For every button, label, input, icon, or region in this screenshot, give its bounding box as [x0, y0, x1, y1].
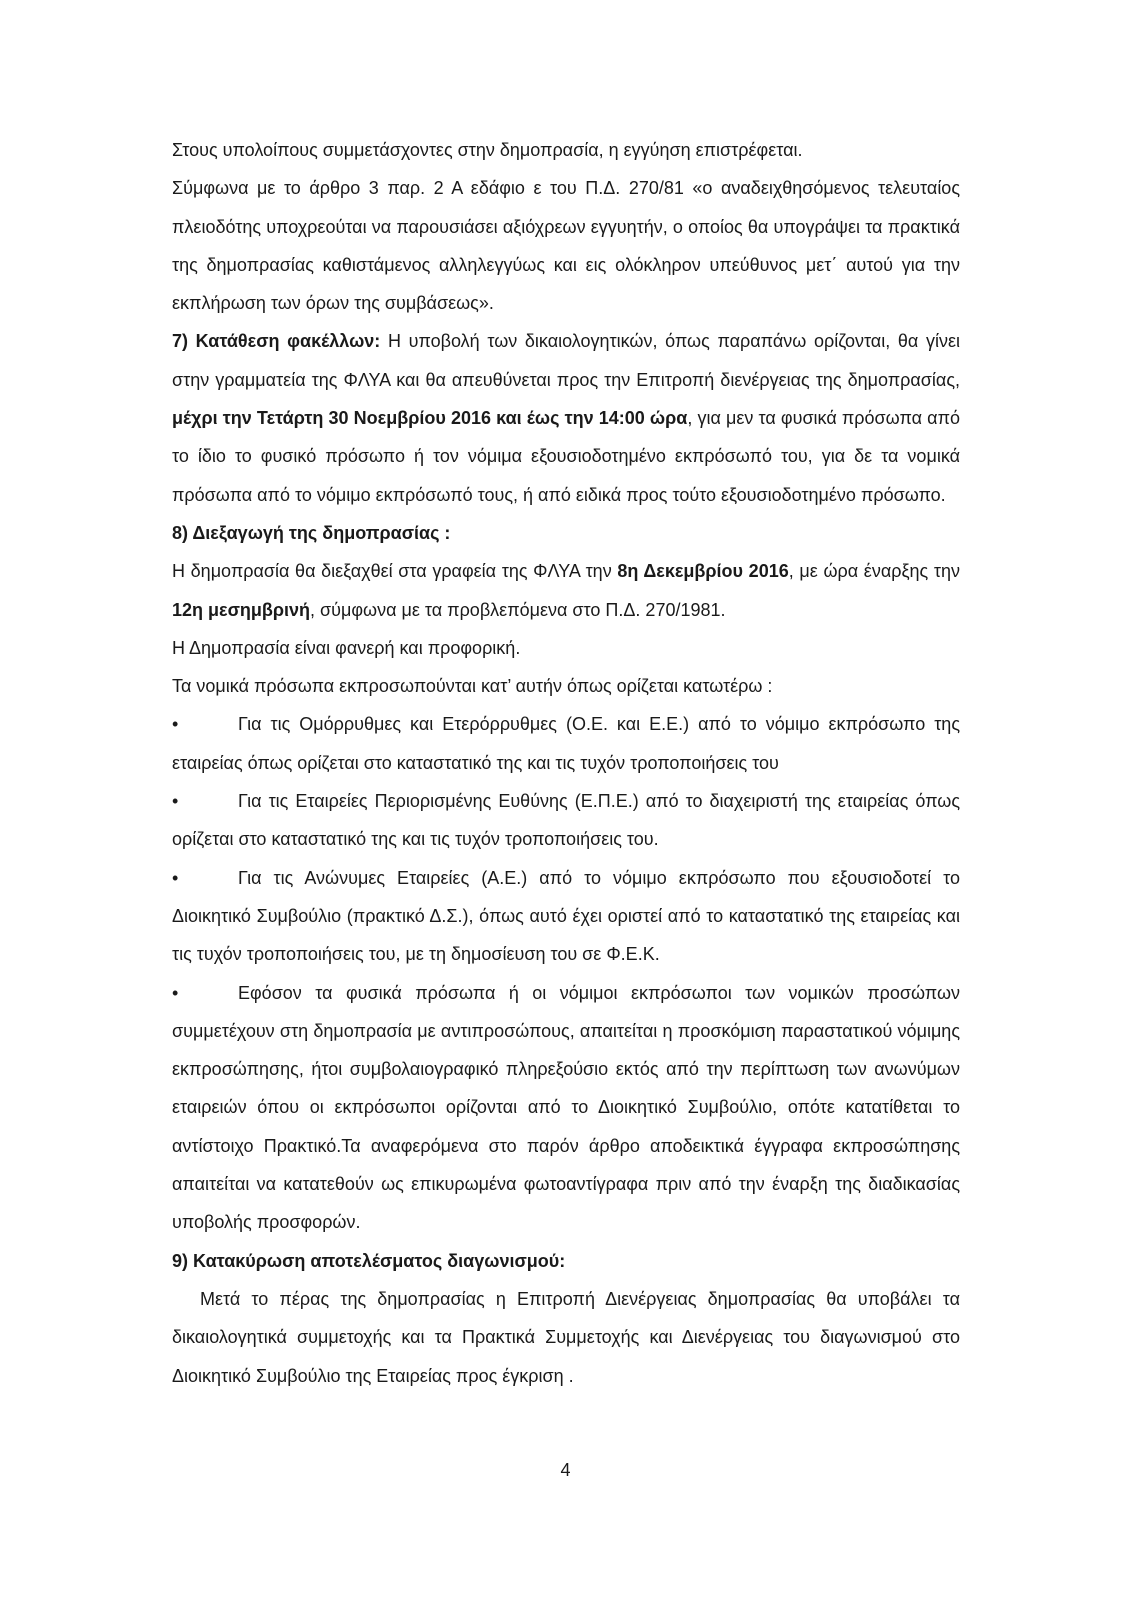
section-8-heading: 8) Διεξαγωγή της δημοπρασίας : [172, 522, 451, 543]
section-7-text-1: Η υποβολή των δικαιολογητικών, όπως παραπάνω ορίζονται, θα γίνει στην γραμματεία της ΦΛΥΑ και θα απευθύνεται προς την Επιτροπή διενέργειας της δημοπρασίας, [172, 331, 960, 390]
section-8-auction-details: Η δημοπρασία θα διεξαχθεί στα γραφεία της ΦΛΥΑ την 8η Δεκεμβρίου 2016, με ώρα έναρξης την 12η μεσημβρινή, σύμφωνα με τα προβλεπόμενα στο Π.Δ. 270/1981. [172, 561, 960, 620]
section-7-heading: 7) Κατάθεση φακέλλων: [172, 331, 381, 352]
section-8-time: 12η μεσημβρινή [172, 599, 311, 620]
bullet-text: Για τις Ομόρρυθμες και Ετερόρρυθμες (Ο.Ε. και Ε.Ε.) από το νόμιμο εκπρόσωπο της εταιρείας όπως ορίζεται στο καταστατικό της και τις τυχόν τροποποιήσεις του [172, 714, 960, 773]
section-7-paragraph [172, 322, 960, 513]
bullet-marker: • [172, 714, 179, 735]
paragraph-guarantee-return: Στους υπολοίπους συμμετάσχοντες στην δημοπρασία, η εγγύηση επιστρέφεται. [172, 140, 803, 160]
bullet-text: Για τις Εταιρείες Περιορισμένης Ευθύνης (Ε.Π.Ε.) από το διαχειριστή της εταιρείας όπως ορίζεται στο καταστατικό της και τις τυχόν τροποποιήσεις του. [172, 791, 960, 850]
section-7-text-2: , για μεν τα φυσικά πρόσωπα από το ίδιο το φυσικό πρόσωπο ή τον νόμιμα εξουσιοδοτημένο εκπρόσωπό του, για δε τα νομικά πρόσωπα από το νόμιμο εκπρόσωπό τους, ή από ειδικά προς τούτο εξουσιοδοτημένο πρόσωπο. [172, 408, 960, 505]
bullet-item [172, 859, 960, 974]
section-7-deadline: μέχρι την Τετάρτη 30 Νοεμβρίου 2016 και έως την 14:00 ώρα [172, 408, 688, 429]
section-8-date: 8η Δεκεμβρίου 2016 [617, 561, 789, 582]
bullet-marker: • [172, 867, 179, 888]
bullet-item [172, 974, 960, 1242]
section-9-heading: 9) Κατακύρωση αποτελέσματος διαγωνισμού: [172, 1250, 566, 1271]
bullet-item [172, 782, 960, 859]
section-8-legal-entities-intro: Τα νομικά πρόσωπα εκπροσωπούνται κατ’ αυτήν όπως ορίζεται κατωτέρω : [172, 676, 773, 697]
bullet-text: Για τις Ανώνυμες Εταιρείες (Α.Ε.) από το νόμιμο εκπρόσωπο που εξουσιοδοτεί το Διοικητικό Συμβούλιο (πρακτικό Δ.Σ.), όπως αυτό έχει οριστεί από το καταστατικό της εταιρείας και τις τυχόν τροποποιήσεις του, με τη δημοσίευση του σε Φ.Ε.Κ. [172, 867, 960, 965]
page-number: 4 [560, 1460, 571, 1480]
bullet-marker: • [172, 982, 179, 1003]
bullet-item [172, 705, 960, 782]
document-body [172, 131, 960, 1395]
section-8-open-auction: Η Δημοπρασία είναι φανερή και προφορική. [172, 637, 521, 658]
section-9-text: Μετά το πέρας της δημοπρασίας η Επιτροπή Διενέργειας δημοπρασίας θα υποβάλει τα δικαιολογητικά συμμετοχής και τα Πρακτικά Συμμετοχής και Διενέργειας του διαγωνισμού στο Διοικητικό Συμβούλιο της Εταιρείας προς έγκριση . [172, 1288, 960, 1386]
paragraph-guarantor-article: Σύμφωνα με το άρθρο 3 παρ. 2 Α εδάφιο ε του Π.Δ. 270/81 «ο αναδειχθησόμενος τελευταίος πλειοδότης υποχρεούται να παρουσιάσει αξιόχρεων εγγυητήν, ο οποίος θα υπογράψει τα πρακτικά της δημοπρασίας καθιστάμενος αλληλεγγύως και εις ολόκληρον υπεύθυνος μετ΄ αυτού για την εκπλήρωση των όρων της συμβάσεως». [172, 178, 960, 314]
bullet-marker: • [172, 791, 179, 812]
bullet-text: Εφόσον τα φυσικά πρόσωπα ή οι νόμιμοι εκπρόσωποι των νομικών προσώπων συμμετέχουν στη δημοπρασία με αντιπροσώπους, απαιτείται η προσκόμιση παραστατικού νόμιμης εκπροσώπησης, ήτοι συμβολαιογραφικό πληρεξούσιο εκτός από την περίπτωση των ανωνύμων εταιρειών όπου οι εκπρόσωποι ορίζονται από το Διοικητικό Συμβούλιο, οπότε κατατίθεται το αντίστοιχο Πρακτικό.Τα αναφερόμενα στο παρόν άρθρο αποδεικτικά έγγραφα εκπροσώπησης απαιτείται να κατατεθούν ως επικυρωμένα φωτοαντίγραφα πριν από την έναρξη της διαδικασίας υποβολής προσφορών. [172, 982, 960, 1233]
